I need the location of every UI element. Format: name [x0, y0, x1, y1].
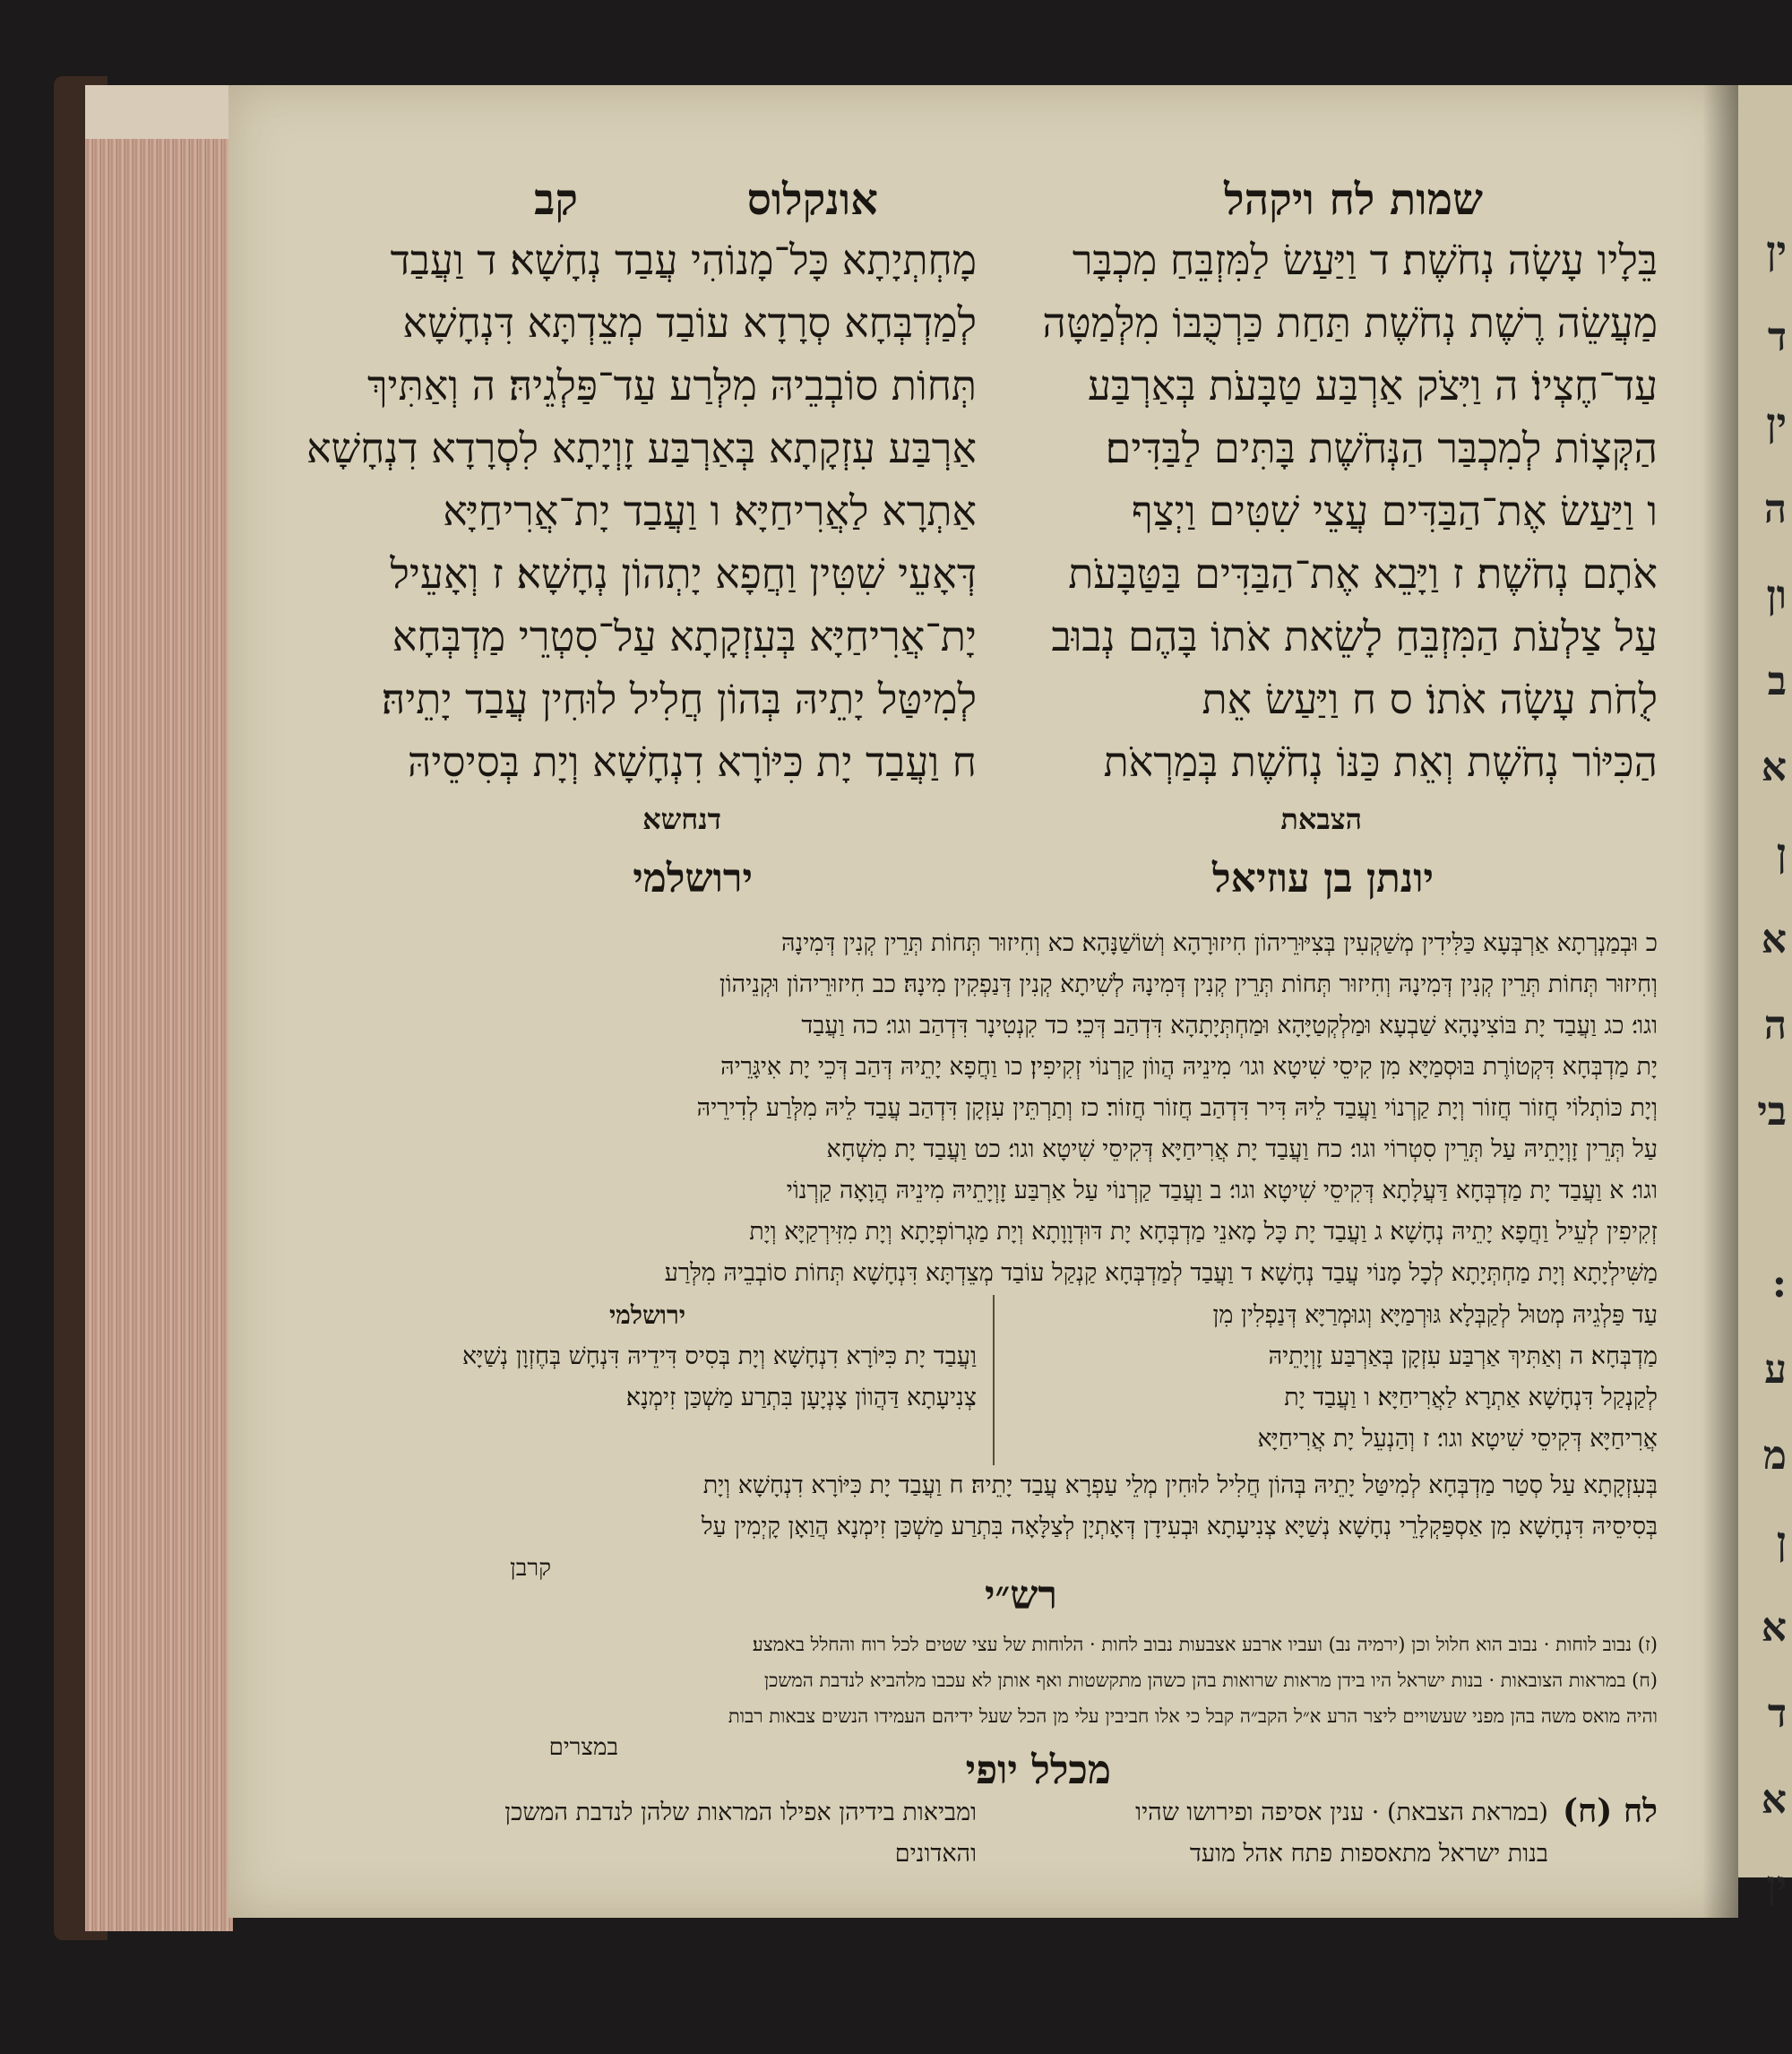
torah-column: [1004, 229, 1658, 793]
jonathan-block: [318, 923, 1658, 1294]
next-page-glyph: ין: [1766, 1863, 1787, 1909]
jonathan-right-line: אֲרִיחַיָּא דְּקִיסֵי שִׁיטָא וגו׳׃ ז וְהַנְעֵל יָת אֲרִיחַיָּא: [1257, 1425, 1658, 1453]
rashi-heading: רש״י: [984, 1573, 1057, 1618]
onkelos-column: [306, 229, 977, 793]
mikhlal-left-line: ומביאות בידיהן אפילו המראות שלהן לנדבת המשכן: [504, 1799, 977, 1826]
torah-line: הַקְּצָוֹת לְמִכְבַּר הַנְּחֹשֶׁת בָּתִּים לַבַּדִּים׃: [1105, 424, 1658, 472]
onkelos-line: דְּאָעֵי שִׁטִּין וַחֲפָא יָתְהוֹן נְחָשָׁא׃ ז וְאָעֵיל: [390, 549, 977, 598]
jonathan-heading: יונתן בן עוזיאל: [1211, 856, 1434, 902]
next-page-glyph: ין: [1766, 229, 1787, 274]
onkelos-line: לְמַדְבְּחָא סְרָדָא עוֹבַד מְצֵדְתָּא דִּנְחָשָׁא: [402, 298, 977, 347]
onkelos-line: אַרְבַּע עִזְקָתָא בְּאַרְבַּע זָוְיָתָא לִסְרָדָא דִנְחָשָׁא: [306, 424, 977, 472]
torah-line: ו וַיַּעַשׂ אֶת־הַבַּדִּים עֲצֵי שִׁטִּים וַיְצַף: [1131, 487, 1658, 535]
yerushalmi-small-heading: ירושלמי: [608, 1300, 686, 1330]
torah-line: בֵּלָיו עָשָׂה נְחֹשֶׁת׃ ד וַיַּעַשׂ לַמִּזְבֵּחַ מִכְבָּר: [1072, 236, 1658, 284]
next-page-glyph: ד: [1767, 315, 1787, 360]
jonathan-right-line: עַד פַּלְגֵיהּ מְטוּל לְקַבְּלָא גּוּרְמַיָּא וְגוּמְרַיָּא דְּנַפְלִין מִן: [1212, 1301, 1658, 1329]
jonathan-line: וְחִיזוּר תְּחוֹת תְּרֵין קְנִין דְּמִינָהּ וְחִיזוּר תְּחוֹת תְּרֵין קְנִין דְּמִינָהּ לְשִׁיתָא קְנִין דְּנַפְקִין מִינָהּ׃ כב חִיזוּרֵיהוֹן וּקְנֵיהוֹן: [719, 971, 1658, 998]
jonathan-right-line: מַדְבְּחָא׃ ה וְאַתִּיךְ אַרְבַּע עִזְקָן בְּאַרְבַּע זָוְיָתֵיהּ: [1268, 1342, 1658, 1370]
torah-line: אֹתָם נְחֹשֶׁת׃ ז וַיָּבֵא אֶת־הַבַּדִּים בַּטַּבָּעֹת: [1068, 549, 1658, 598]
next-page-glyph: א: [1761, 917, 1787, 962]
mikhlal-right-line: בנות ישראל מתאספות פתח אהל מועד: [1189, 1840, 1548, 1868]
rashi-block: [318, 1627, 1658, 1734]
jonathan-line: וגו׳׃ כג וַעֲבַד יָת בּוֹצִינָהָא שַׁבְעָא וּמַלְקְטַיָּהָא וּמַחְתְּיָתָהָא דִּדְהַב דְּכֵי׃ כד קִנְטִינָר דִּדְהַב וגו׳׃ כה וַעֲבַד: [801, 1012, 1658, 1040]
onkelos-line: לְמִיטַּל יָתֵיהּ בְּהוֹן חֲלִיל לוּחִין עֲבַד יָתֵיהּ׃: [381, 675, 977, 723]
page-number: קב: [534, 175, 578, 225]
jonathan-line: וגו׳׃ א וַעֲבַד יָת מַדְבְּחָא דַּעֲלָתָא דְּקִיסֵי שִׁיטָא וגו׳׃ ב וַעֲבַד קַרְנוֹי עַל אַרְבַּע זָוְיָתֵיהּ מִינֵיהּ הֲוָאָה קַרְנוֹי: [786, 1177, 1658, 1204]
page-edges: [85, 85, 233, 1931]
onkelos-line: יָת־אֲרִיחַיָּא בְּעִזְקָתָא עַל־סִטְרֵי מַדְבְּחָא: [392, 612, 977, 660]
next-page-glyph: ן: [1776, 831, 1787, 876]
next-page-glyph: [1738, 1175, 1792, 1261]
onkelos-catchword: דנחשא: [642, 802, 721, 836]
jonathan-line: וְיָת כּוֹתְלוֹי חֲזוֹר חֲזוֹר וְיָת קַרְנוֹי וַעֲבַד לֵיהּ דִּיר דִּדְהַב חֲזוֹר חֲזוֹר׃ כז וְתַרְתֵּין עִזְקָן דִּדְהַב עֲבַד לֵיהּ מִלְּרַע לְדִירֵיהּ: [696, 1094, 1658, 1122]
jonathan-catchword: קרבן: [510, 1555, 551, 1582]
onkelos-line: מָחְתְיָתָא כָּל־מָנוֹהִי עֲבַד נְחָשָׁא׃ ד וַעֲבַד: [390, 236, 977, 284]
onkelos-line: אַתְרָא לַאֲרִיחַיָּא׃ ו וַעֲבַד יָת־אֲרִיחַיָּא: [443, 487, 977, 535]
next-page-glyph: ה: [1763, 1003, 1787, 1049]
column-divider: [993, 1295, 995, 1465]
mikhlal-right-line: (במראת הצבאת) · ענין אסיפה ופירושו שהיו: [1135, 1799, 1548, 1826]
jonathan-right-line: לְקַנְקַל דִּנְחָשָׁא אַתְרָא לַאֲרִיחַיָּא׃ ו וַעֲבַד יָת: [1284, 1384, 1658, 1411]
jonathan-bottom-block: [318, 1465, 1658, 1548]
yerushalmi-block: [318, 1295, 977, 1419]
rashi-line: (ח) במראות הצובאות · בנות ישראל היו בידן מראות שרואות בהן כשהן מתקשטות ואף אותן לא עכבו מלהביא לנדבת המשכן: [763, 1670, 1658, 1691]
next-page-glyph: ה: [1763, 487, 1787, 532]
torah-line: עַל צַלְעֹת הַמִּזְבֵּחַ לָשֵׂאת אֹתוֹ בָּהֶם נְבוּב: [1051, 612, 1658, 660]
torah-line: עַד־חֶצְיוֹ׃ ה וַיִּצֹק אַרְבַּע טַבָּעֹת בְּאַרְבַּע: [1087, 361, 1658, 410]
torah-line: לֻחֹת עָשָׂה אֹתוֹ׃ ס ח וַיַּעַשׂ אֵת: [1202, 675, 1658, 723]
mikhlal-left-block: [318, 1792, 977, 1875]
yerushalmi-heading: ירושלמי: [633, 856, 753, 902]
jonathan-line: עַל תְּרֵין זָוְיָתֵיהּ עַל תְּרֵין סִטְרוֹי וגו׳׃ כח וַעֲבַד יָת אֲרִיחַיָּא דְּקִיסֵי שִׁיטָא וגו׳׃ כט וַעֲבַד יָת מִשְׁחָא: [826, 1135, 1658, 1163]
torah-catchword: הצבאת: [1280, 802, 1362, 836]
rashi-catchword: במצרים: [548, 1734, 618, 1761]
next-page-glyph: ן: [1776, 1519, 1787, 1565]
next-page-glyph: ע: [1764, 1347, 1787, 1393]
torah-line: הַכִּיּוֹר נְחֹשֶׁת וְאֵת כַּנּוֹ נְחֹשֶׁת בְּמַרְאֹת: [1103, 738, 1658, 786]
next-page-glyph: א: [1761, 1777, 1787, 1823]
next-page-glyph: בי: [1757, 1089, 1787, 1135]
onkelos-line: תְּחוֹת סוֹבְבֵיהּ מִלְּרַע עַד־פַּלְגֵיהּ׃ ה וְאַתִּיךְ: [366, 361, 977, 410]
next-page-glyph: ד: [1767, 1691, 1787, 1737]
jonathan-line: יָת מַדְבְּחָא דִּקְטוֹרֶת בּוּסְמַיָּא מִן קִיסֵי שִׁיטָא וגו׳ מִינֵיהּ הֲווֹן קַרְנוֹי זְקִיפִין׃ כו וַחֲפָא יָתֵיהּ דְּהַב דְּכֵי יָת אִיגָּרֵיהּ: [720, 1053, 1658, 1081]
next-page-glyph: א: [1761, 745, 1787, 790]
jonathan-line: זְקִיפִין לְעֵיל וַחֲפָא יָתֵיהּ נְחָשָׁא׃ ג וַעֲבַד יָת כָּל מָאנֵי מַדְבְּחָא יָת דּוּדְוָוָתָא וְיָת מַגְרוֹפְיָתָא וְיָת מִזִּירְקַיָּא וְיָת: [749, 1218, 1658, 1246]
mikhlal-left-line: והאדונים: [894, 1840, 977, 1868]
yerushalmi-line: וַעֲבַד יָת כִּיּוֹרָא דִנְחָשָׁא וְיָת בְּסִיס דִּידֵיהּ דִּנְחָשׁ בְּחֶזְוָן נְשַׁיָּא: [462, 1342, 977, 1370]
jonathan-right-block: [1004, 1295, 1658, 1460]
next-page-glyph: :: [1771, 1261, 1787, 1307]
onkelos-line: ח וַעֲבַד יָת כִּיּוֹרָא דִנְחָשָׁא וְיָת בְּסִיסֵיהּ: [407, 738, 977, 786]
mikhlal-right-block: [1012, 1792, 1658, 1875]
jonathan-line: מַשִּׁילְיָתָא וְיָת מַחְתְּיָתָא לְכָל מָנוֹי עֲבַד נְחָשָׁא׃ ד וַעֲבַד לְמַדְבְּחָא קַנְקַל עוֹבַד מְצֵדְתָּא דִּנְחָשָׁא תְּחוֹת סוֹבְבֵיהּ מִלְּרַע: [664, 1259, 1658, 1287]
next-page-edge: [1738, 85, 1792, 1909]
next-page-glyph: א: [1761, 1605, 1787, 1651]
next-page-glyph: ין: [1766, 401, 1787, 446]
next-page-glyph: מ: [1762, 1433, 1787, 1479]
page-edges-top: [85, 85, 233, 139]
book-page: [228, 85, 1738, 1918]
jonathan-bottom-line: בְּסִיסֵיהּ דִּנְחָשָׁא מִן אַסְפַּקְלָרֵי נְחָשָׁא נְשַׁיָּא צְנִיעָתָא וּבְעִידָן דְּאָתְיָן לְצַלָּאָה בִּתְרַע מַשְׁכַּן זִימְנָא הֲוַאָן קָיְמִין עַל: [701, 1513, 1658, 1540]
jonathan-line: כ וּבְמַנְרְתָא אַרְבְּעָא כַּלִּידִין מְשַׁקְעִין בְּצִיּוּרֵיהוֹן חִיזוּרָהָא וְשׁוֹשַׁנָּהָא׃ כא וְחִיזוּר תְּחוֹת תְּרֵין קְנִין דְּמִינָהּ: [780, 929, 1658, 957]
jonathan-bottom-line: בְּעִזְקָתָא עַל סְטַר מַדְבְּחָא לְמִיטַּל יָתֵיהּ בְּהוֹן חֲלִיל לוּחִין מְלֵי עַפְרָא עֲבַד יָתֵיהּ׃ ח וַעֲבַד יָת כִּיּוֹרָא דִנְחָשָׁא וְיָת: [702, 1471, 1658, 1499]
page-gutter-shadow: [1702, 85, 1738, 1918]
next-page-glyph: ון: [1766, 573, 1787, 618]
header-left-title: אונקלוס: [746, 175, 878, 225]
mikhlal-label: לח (ח): [1562, 1792, 1658, 1830]
rashi-line: והיה מואס משה בהן מפני שעשויים ליצר הרע א״ל הקב״ה קבל כי אלו חביבין עלי מן הכל שעל ידיהם העמידו הנשים צבאות רבות: [728, 1705, 1658, 1727]
yerushalmi-line: צְנִיעָתָא דַּהֲווֹן צָנְיָעָן בִּתְרַע מַשְׁכַּן זִימְנָא׃: [625, 1384, 977, 1411]
header-right-title: שמות לח ויקהל: [1224, 175, 1483, 225]
mikhlal-heading: מכלל יופי: [965, 1748, 1111, 1793]
torah-line: מַעֲשֵׂה רֶשֶׁת נְחֹשֶׁת תַּחַת כַּרְכֻּבּוֹ מִלְּמַטָּה: [1042, 298, 1658, 347]
rashi-line: (ז) נבוב לוחות · נבוב הוא חלול וכן (ירמיה נב) ועביו ארבע אצבעות נבוב לחות · הלוחות של עצי שטים לכל רוח והחלל באמצע׃: [752, 1634, 1658, 1655]
next-page-glyph: ב: [1767, 659, 1787, 704]
